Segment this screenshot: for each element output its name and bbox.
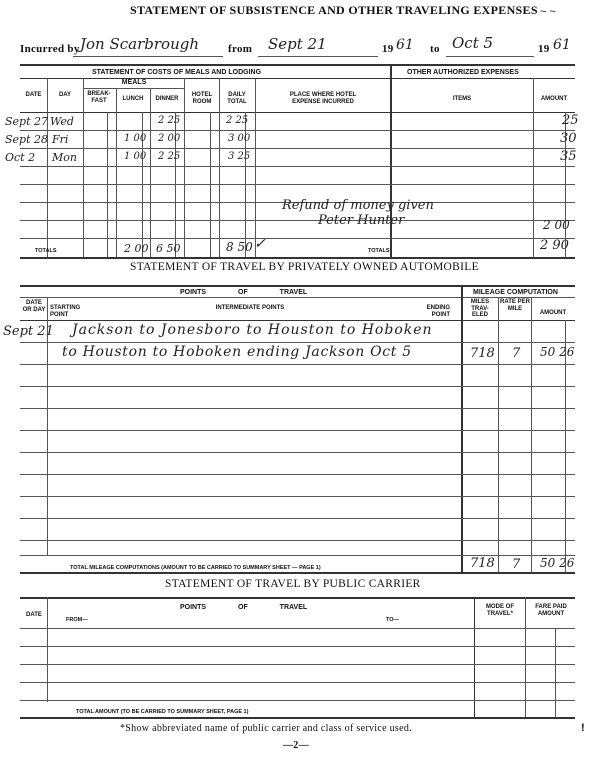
year-prefix-2: 19 [538, 43, 550, 55]
meal-row-3-total: 3 25 [228, 151, 251, 162]
year-2-value: 61 [553, 37, 571, 53]
col-date: DATE [25, 92, 42, 98]
meals-total-daily: 8 50 [226, 240, 253, 254]
auto-col-end: ENDING POINT [426, 305, 450, 318]
auto-points-of-travel: POINTS OF TRAVEL [180, 289, 308, 296]
auto-col-amount: AMOUNT [539, 310, 567, 316]
public-col-date: DATE [26, 612, 42, 618]
form-title: STATEMENT OF SUBSISTENCE AND OTHER TRAVELING EXPENSES [130, 3, 538, 17]
meal-row-1-dinner: 2 25 [158, 115, 181, 126]
meal-row-2-dinner: 2 00 [158, 133, 181, 144]
auto-col-date: DATE OR DAY [22, 300, 46, 313]
other-section-title: OTHER AUTHORIZED EXPENSES [407, 69, 519, 76]
col-daily-total: DAILY TOTAL [227, 92, 247, 105]
auto-col-start: STARTING POINT [50, 305, 81, 318]
auto-section-title: STATEMENT OF TRAVEL BY PRIVATELY OWNED AUTOMOBILE [130, 261, 479, 273]
auto-entry-rate: 7 [512, 346, 521, 361]
year-1-value: 61 [396, 37, 414, 53]
auto-col-miles: MILES TRAV-ELED [470, 299, 490, 318]
to-date-value: Oct 5 [452, 34, 494, 52]
margin-mark: ! [581, 722, 585, 734]
public-total-label: TOTAL AMOUNT (TO BE CARRIED TO SUMMARY SHEET, PAGE 1) [76, 709, 249, 715]
auto-total-miles: 718 [470, 556, 495, 571]
meals-total-lunch: 2 00 [124, 242, 149, 255]
auto-entry-miles: 718 [470, 346, 495, 361]
auto-entry-date: Sept 21 [3, 324, 54, 339]
auto-col-rate: RATE PER MILE [500, 299, 530, 312]
other-totals-label: TOTALS [368, 248, 390, 254]
public-points-of-travel: POINTS OF TRAVEL [180, 604, 308, 611]
meals-section-title: STATEMENT OF COSTS OF MEALS AND LODGING [92, 69, 262, 76]
auto-entry-amount: 50 26 [540, 345, 575, 359]
col-breakfast: BREAK-FAST [87, 91, 111, 104]
meal-row-3-dinner: 2 25 [158, 151, 181, 162]
col-lunch: LUNCH [122, 96, 144, 102]
meal-row-2-date: Sept 28 [5, 133, 49, 146]
col-hotel-room: HOTEL ROOM [191, 92, 213, 105]
public-section-title: STATEMENT OF TRAVEL BY PUBLIC CARRIER [165, 578, 421, 590]
to-label: to [430, 43, 440, 55]
public-col-mode: MODE OF TRAVEL* [486, 604, 514, 617]
page-number: —2— [283, 740, 309, 751]
public-to-label: TO [386, 617, 394, 623]
from-label: from [228, 43, 253, 55]
other-row-2-amount: 30 [560, 131, 577, 146]
public-from-label: FROM [66, 617, 83, 623]
public-col-to: TO— [386, 617, 400, 623]
incurred-by-value: Jon Scarbrough [80, 35, 199, 53]
auto-total-label: TOTAL MILEAGE COMPUTATIONS (AMOUNT TO BE CARRIED TO SUMMARY SHEET — PAGE 1) [70, 565, 321, 571]
public-col-fare: FARE PAID AMOUNT [535, 604, 567, 617]
auto-col-intermediate: INTERMEDIATE POINTS [215, 305, 285, 311]
refund-amount: 2 00 [543, 218, 570, 232]
meal-row-1-date: Sept 27 [5, 115, 49, 128]
col-items: ITEMS [452, 96, 472, 102]
col-dinner: DINNER [155, 96, 179, 102]
meal-row-1-day: Wed [50, 115, 74, 128]
public-col-from: FROM— [66, 617, 88, 623]
refund-signer: Peter Hunter [318, 213, 405, 228]
meal-row-3-day: Mon [52, 151, 77, 164]
meals-total-dinner: 6 50 [156, 242, 181, 255]
auto-mileage-computation: MILEAGE COMPUTATION [473, 289, 558, 296]
corner-mark: ~ ~ [540, 6, 556, 18]
refund-note: Refund of money given [282, 198, 434, 213]
footer-note: *Show abbreviated name of public carrier and class of service used. [120, 723, 412, 734]
year-prefix-1: 19 [382, 43, 394, 55]
auto-entry-route-2: to Houston to Hoboken ending Jackson Oct 5 [62, 344, 412, 360]
col-amount: AMOUNT [540, 96, 568, 102]
meal-row-2-lunch: 1 00 [124, 133, 147, 144]
from-date-value: Sept 21 [268, 35, 327, 53]
check-mark-icon: ✓ [254, 236, 266, 252]
other-row-3-amount: 35 [560, 149, 577, 164]
meal-row-2-total: 3 00 [228, 133, 251, 144]
auto-total-rate: 7 [512, 557, 521, 572]
other-total-amount: 2 90 [540, 238, 569, 253]
meal-row-3-lunch: 1 00 [124, 151, 147, 162]
meal-row-3-date: Oct 2 [5, 151, 36, 164]
meal-row-1-total: 2 25 [226, 115, 249, 126]
other-row-1-amount: 25 [562, 113, 579, 128]
col-place: PLACE WHERE HOTEL EXPENSE INCURRED [289, 92, 357, 105]
meal-row-2-day: Fri [52, 133, 69, 146]
auto-total-amount: 50 26 [540, 556, 575, 570]
meals-totals-label: TOTALS [35, 248, 57, 254]
auto-entry-route-1: Jackson to Jonesboro to Houston to Hoboken [72, 322, 433, 338]
col-day: DAY [58, 92, 72, 98]
incurred-by-label: Incurred by [20, 43, 80, 55]
meals-group-label: MEALS [121, 79, 147, 86]
